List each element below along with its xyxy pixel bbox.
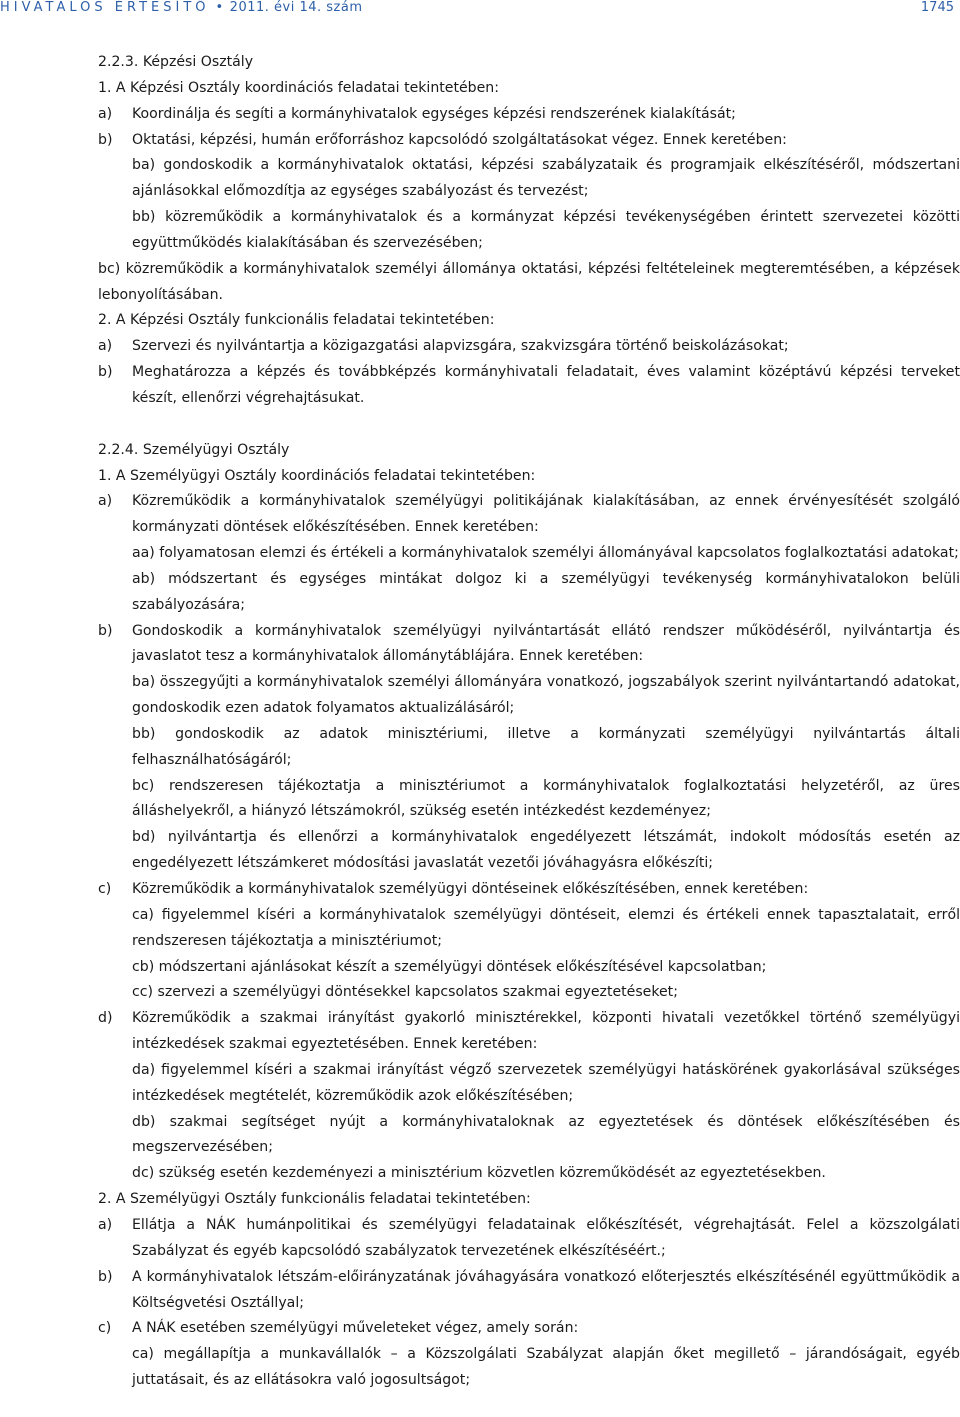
paragraph-intro: 1. A Képzési Osztály koordinációs feladatai tekintetében: [98,79,499,96]
sub-item: dc) szükség esetén kezdeményezi a minisztérium közvetlen közreműködését az egyeztetésekben. [132,1165,826,1182]
item-label: a) [98,493,113,510]
sub-item: ab) módszertant és egységes mintákat dolgoz ki a személyügyi tevékenység kormányhivatalokon belüli szabályozására; [132,570,960,613]
item-label: a) [98,1216,113,1233]
item-text: Közreműködik a kormányhivatalok személyügyi politikájának kialakításában, az ennek érvényesítését szolgáló kormányzati döntések előkészítésében. Ennek keretében: [132,493,960,536]
journal-title: HIVATALOS ÉRTESÍTŐ [0,0,210,15]
issue-label: 2011. évi 14. szám [229,0,363,15]
item-text: A kormányhivatalok létszám-előirányzatának jóváhagyására vonatkozó előterjesztés elkészítésénél együttműködik a Költségvetési Osztállyal; [132,1268,960,1311]
section-heading: 2.2.3. Képzési Osztály [98,54,254,70]
sub-item: cb) módszertani ajánlásokat készít a személyügyi döntések előkészítésével kapcsolatban; [132,958,767,975]
sub-item: bc) rendszeresen tájékoztatja a minisztériumot a kormányhivatalok foglalkoztatási helyzetéről, az üres álláshelyekről, a hiányzó létszámokról, szükség esetén intézkedést kezdeményez; [132,777,960,820]
paragraph-intro: 2. A Személyügyi Osztály funkcionális feladatai tekintetében: [98,1191,531,1208]
list-item [98,619,960,671]
sub-item: ca) figyelemmel kíséri a kormányhivatalok személyügyi döntéseit, elemzi és értékeli ennek tapasztalatait, erről rendszeresen tájékoztatja a minisztériumot; [132,906,960,949]
sub-item: bb) közreműködik a kormányhivatalok és a kormányzat képzési tevékenységében érintett szervezetei közötti együttműködés kialakításában és szervezésében; [132,209,960,251]
list-item [98,1316,960,1342]
list-item [98,489,960,541]
sub-item: cc) szervezi a személyügyi döntésekkel kapcsolatos szakmai egyeztetéseket; [132,984,678,1001]
sub-item: ba) összegyűjti a kormányhivatalok személyi állományára vonatkozó, jogszabályok szerint nyilvántartandó adatokat, gondoskodik ezen adatok folyamatos aktualizálásáról; [132,674,960,717]
paragraph-intro: 1. A Személyügyi Osztály koordinációs feladatai tekintetében: [98,467,536,484]
item-label: b) [98,364,113,381]
list-item [98,1213,960,1265]
list-item [98,128,960,154]
sub-item: bb) gondoskodik az adatok minisztériumi, illetve a kormányzati személyügyi nyilvántartás általi felhasználhatóságáról; [132,725,960,768]
item-label: d) [98,1010,113,1027]
paragraph-intro: 2. A Képzési Osztály funkcionális feladatai tekintetében: [98,312,495,329]
list-item [98,102,960,128]
list-item [98,360,960,412]
item-text: Szervezi és nyilvántartja a közigazgatási alapvizsgára, szakvizsgára történő beiskolázásokat; [132,338,789,355]
item-label: c) [98,1320,112,1337]
sub-item: aa) folyamatosan elemzi és értékeli a kormányhivatalok személyi állományával kapcsolatos foglalkoztatási adatokat; [132,545,959,562]
document-body [98,50,960,1394]
item-text: Ellátja a NÁK humánpolitikai és személyügyi feladatainak előkészítését, végrehajtását. Felel a közszolgálati Szabályzat és egyéb kapcsolódó szabályzatok tervezetének elkészítéséért.; [132,1216,960,1259]
section-heading: 2.2.4. Személyügyi Osztály [98,441,290,458]
list-item [98,334,960,360]
list-item [98,1006,960,1058]
spacer [98,412,960,438]
item-text: Koordinálja és segíti a kormányhivatalok egységes képzési rendszerének kialakítását; [132,105,736,122]
item-label: b) [98,131,113,148]
list-item [98,877,960,903]
item-text: Gondoskodik a kormányhivatalok személyügyi nyilvántartását ellátó rendszer működéséről, nyilvántartja és javaslatot tesz a kormányhivatalok állománytáblájára. Ennek keretében: [132,622,960,665]
item-label: a) [98,338,113,355]
item-label: c) [98,881,112,897]
separator-dot: • [215,0,224,15]
item-label: a) [98,105,113,122]
sub-item: ba) gondoskodik a kormányhivatalok oktatási, képzési szabályzataik és programjaik elkészítéséről, módszertani ajánlásokkal előmozdítja az egységes szabályozást és tervezést; [132,157,960,200]
sub-item: bd) nyilvántartja és ellenőrzi a kormányhivatalok engedélyezett létszámát, indokolt módosítás esetén az engedélyezett létszámkeret módosítási javaslatát vezetői jóváhagyásra előkészíti; [132,829,960,872]
list-item [98,1265,960,1317]
journal-header [0,0,363,15]
sub-item: db) szakmai segítséget nyújt a kormányhivataloknak az egyeztetések és döntések előkészítésében és megszervezésében; [132,1113,960,1156]
page-number: 1745 [920,0,954,15]
sub-item: da) figyelemmel kíséri a szakmai irányítást végző szervezetek személyügyi hatáskörének gyakorlásával szükséges intézkedések megtételét, közreműködik azok előkészítésében; [132,1061,960,1104]
item-label: b) [98,622,113,639]
item-text: Oktatási, képzési, humán erőforráshoz kapcsolódó szolgáltatásokat végez. Ennek keretében: [132,131,787,148]
item-text: A NÁK esetében személyügyi műveleteket végez, amely során: [132,1320,579,1337]
item-text: Meghatározza a képzés és továbbképzés kormányhivatali feladatait, éves valamint középtávú képzési terveket készít, ellenőrzi végrehajtásukat. [132,364,960,406]
item-text: Közreműködik a szakmai irányítást gyakorló minisztérekkel, központi hivatali vezetőkkel történő személyügyi intézkedések szakmai egyeztetésében. Ennek keretében: [132,1010,960,1053]
page-header [0,0,960,20]
sub-item: bc) közreműködik a kormányhivatalok személyi állománya oktatási, képzési feltételeinek megteremtésében, a képzések lebonyolításában. [98,260,960,303]
item-label: b) [98,1268,113,1285]
sub-item: ca) megállapítja a munkavállalók – a Közszolgálati Szabályzat alapján őket megillető – járandóságait, egyéb juttatásait, és az ellátásokra való jogosultságot; [132,1346,960,1389]
item-text: Közreműködik a kormányhivatalok személyügyi döntéseinek előkészítésében, ennek keretében: [132,881,809,897]
